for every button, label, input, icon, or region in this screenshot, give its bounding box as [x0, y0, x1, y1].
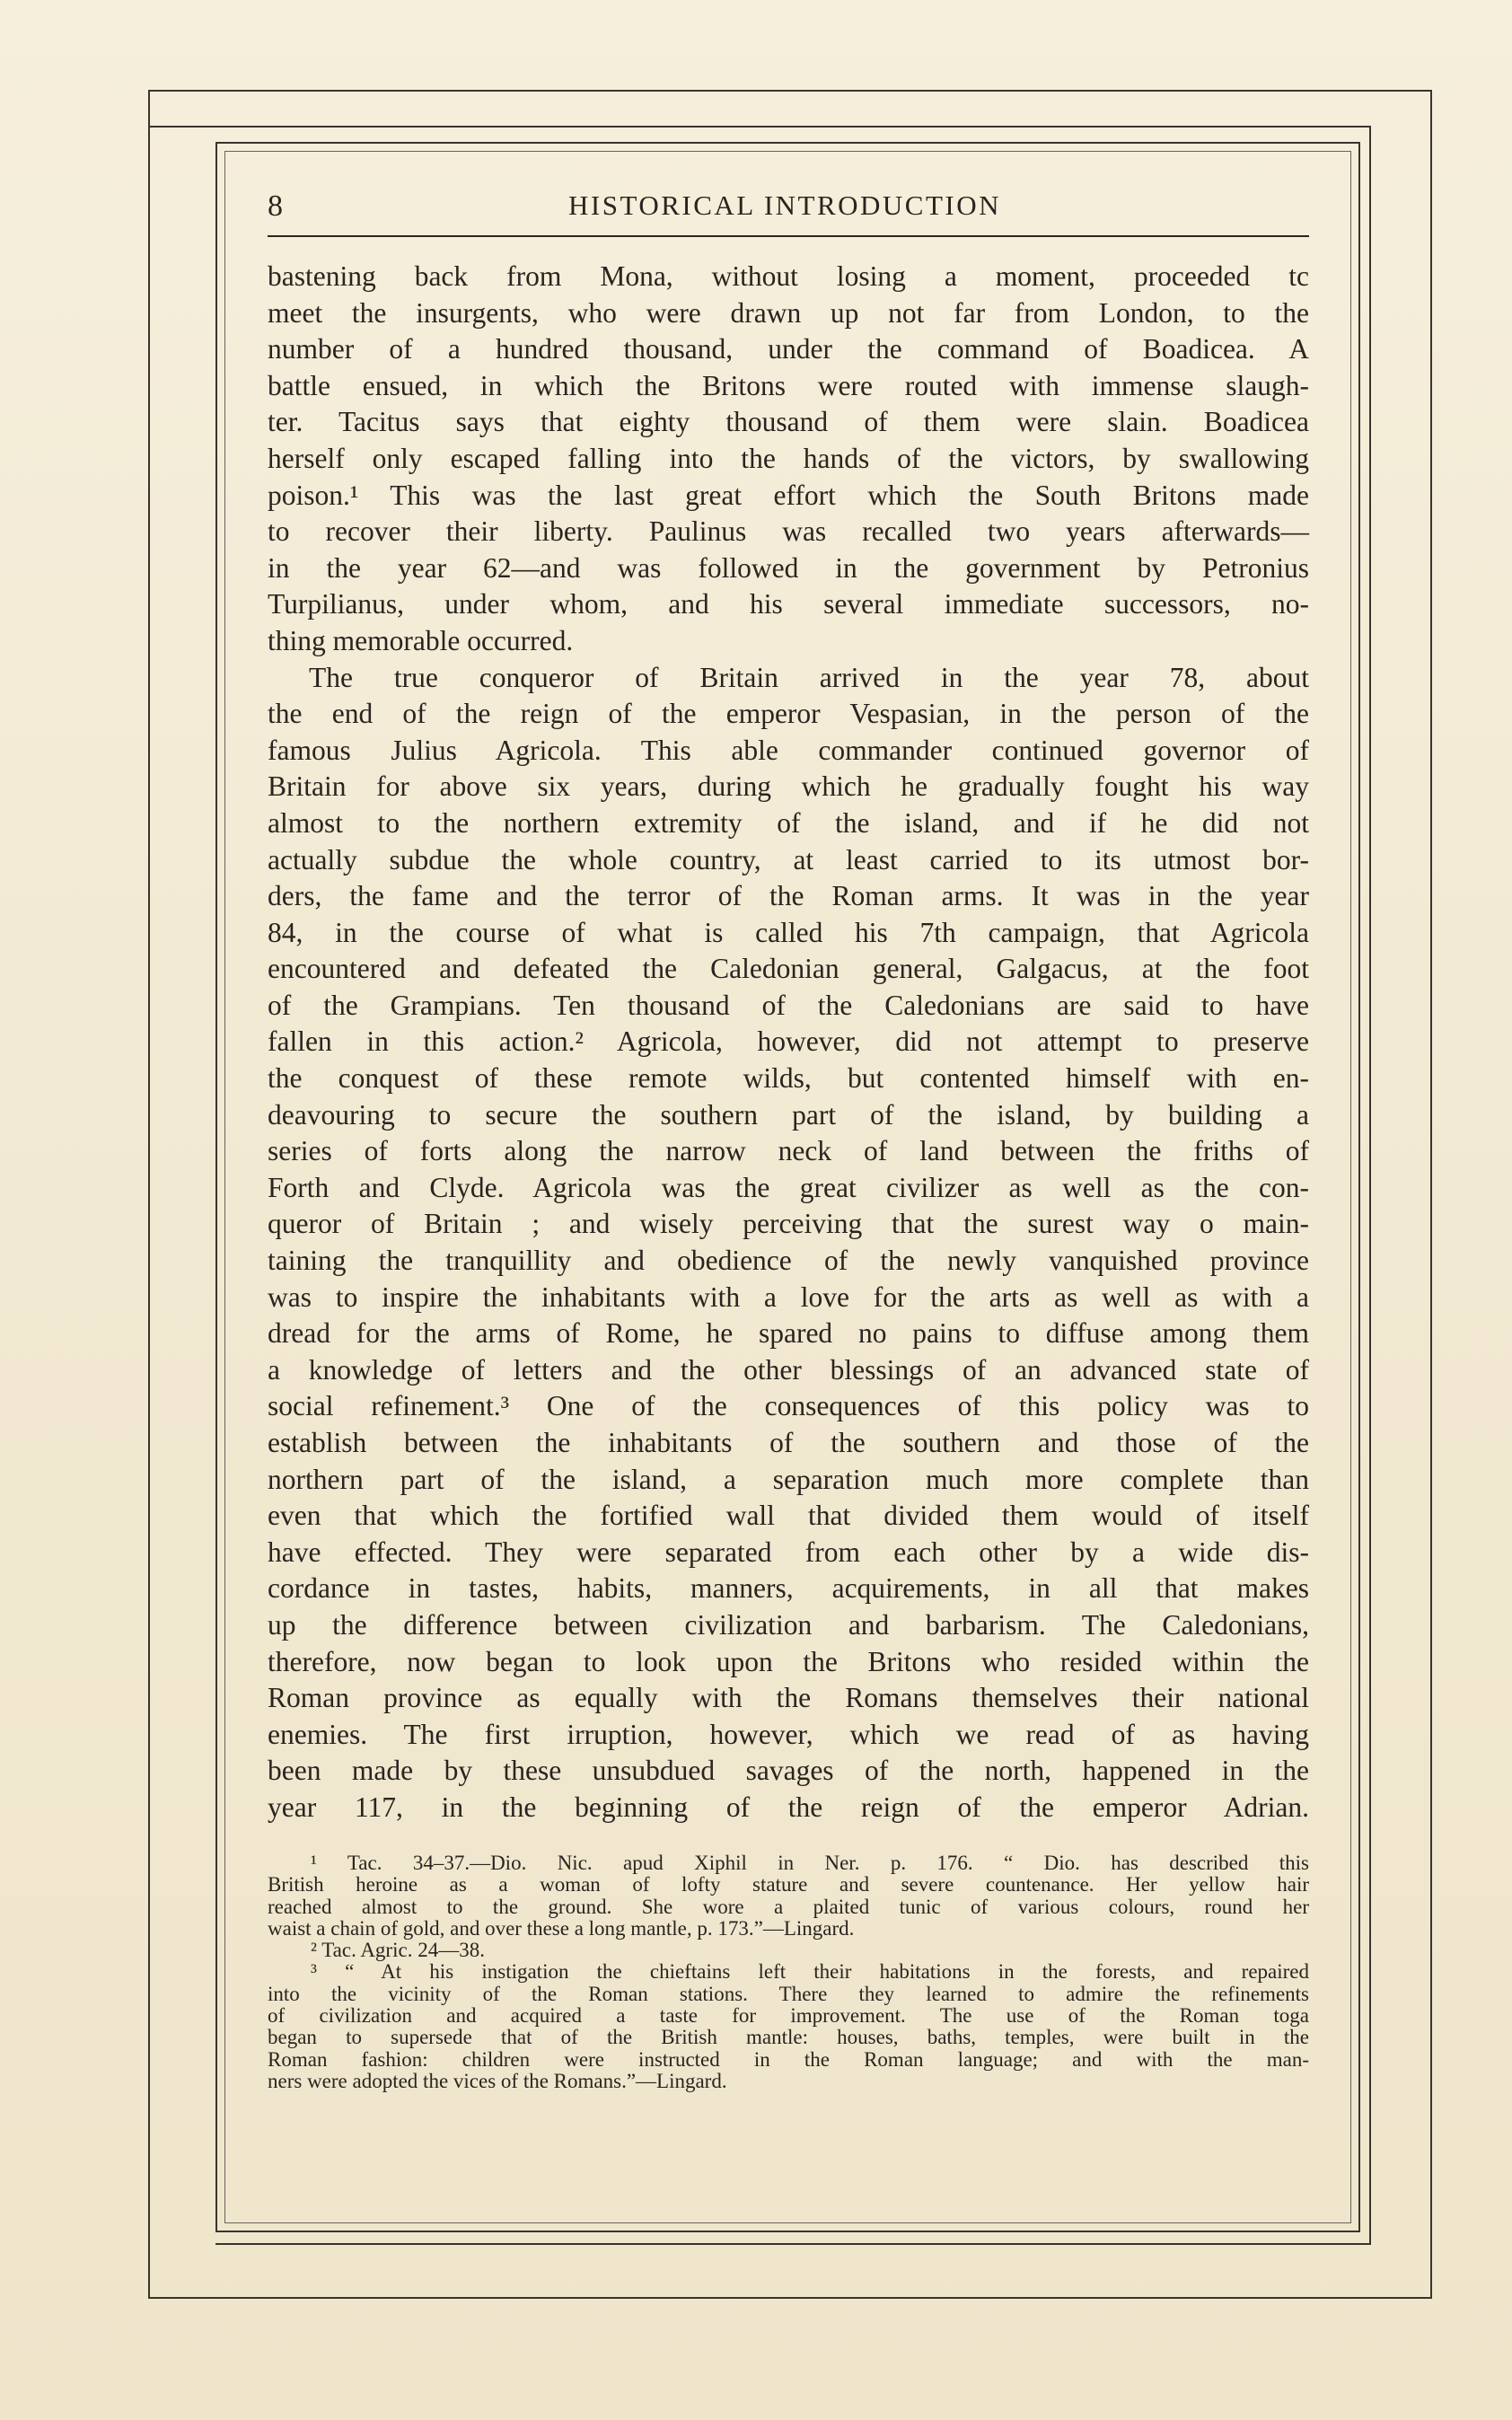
- text-line: the conquest of these remote wilds, but contented himself with en-: [268, 1062, 1309, 1095]
- text-line: Roman province as equally with the Romans themselves their national: [268, 1682, 1309, 1714]
- footnotes: [268, 1852, 1309, 2092]
- footnote-line: ² Tac. Agric. 24—38.: [311, 1939, 485, 1962]
- text-line: series of forts along the narrow neck of land between the friths of: [268, 1135, 1309, 1167]
- text-line: queror of Britain ; and wisely perceiving that the surest way o main-: [268, 1208, 1309, 1240]
- page-number: 8: [268, 189, 284, 223]
- text-line: bastening back from Mona, without losing a moment, proceeded tc: [268, 260, 1309, 292]
- footnote-line: ¹ Tac. 34–37.—Dio. Nic. apud Xiphil in Ner. p. 176. “ Dio. has described this: [311, 1852, 1309, 1874]
- text-line: establish between the inhabitants of the southern and those of the: [268, 1427, 1309, 1458]
- text-line: northern part of the island, a separation much more complete than: [268, 1463, 1309, 1495]
- text-line: have effected. They were separated from each other by a wide dis-: [268, 1536, 1309, 1568]
- text-line: therefore, now began to look upon the Britons who resided within the: [268, 1645, 1309, 1677]
- body-text: [268, 259, 1309, 1826]
- frame-rule: [148, 126, 1369, 128]
- footnote-line: British heroine as a woman of lofty stature and severe countenance. Her yellow hair: [268, 1873, 1309, 1896]
- text-line: of the Grampians. Ten thousand of the Caledonians are said to have: [268, 989, 1309, 1021]
- footnote-line: waist a chain of gold, and over these a long mantle, p. 173.”—Lingard.: [268, 1916, 855, 1940]
- text-line: even that which the fortified wall that divided them would of itself: [268, 1500, 1309, 1532]
- text-line: been made by these unsubdued savages of the north, happened in the: [268, 1755, 1309, 1787]
- text-line: 84, in the course of what is called his 7th campaign, that Agricola: [268, 916, 1309, 948]
- footnote-line: Roman fashion: children were instructed in the Roman language; and with the man-: [268, 2047, 1309, 2071]
- text-line: ders, the fame and the terror of the Roman arms. It was in the year: [268, 880, 1309, 912]
- text-line: famous Julius Agricola. This able commander continued governor of: [268, 734, 1309, 766]
- footnote-line: ³ “ At his instigation the chieftains left their habitations in the forests, and repaired: [311, 1960, 1309, 1984]
- text-line: ter. Tacitus says that eighty thousand of them were slain. Boadicea: [268, 406, 1309, 438]
- text-line: to recover their liberty. Paulinus was recalled two years afterwards—: [268, 515, 1309, 548]
- text-line: number of a hundred thousand, under the command of Boadicea. A: [268, 333, 1309, 365]
- text-line: poison.¹ This was the last great effort which the South Britons made: [268, 479, 1309, 511]
- frame-rule: [1369, 126, 1371, 2245]
- text-line: The true conqueror of Britain arrived in the year 78, about: [309, 661, 1309, 693]
- text-line: dread for the arms of Rome, he spared no pains to diffuse among them: [268, 1317, 1309, 1350]
- header-rule: [268, 235, 1309, 237]
- text-line: Forth and Clyde. Agricola was the great civilizer as well as the con-: [268, 1171, 1309, 1203]
- text-line: social refinement.³ One of the consequences of this policy was to: [268, 1390, 1309, 1422]
- text-line: fallen in this action.² Agricola, however, did not attempt to preserve: [268, 1025, 1309, 1058]
- page-header: [268, 184, 1309, 229]
- frame-rule: [215, 2243, 1369, 2245]
- footnote-line: reached almost to the ground. She wore a plaited tunic of various colours, round her: [268, 1895, 1309, 1918]
- footnote-line: into the vicinity of the Roman stations. There they learned to admire the refinements: [268, 1982, 1309, 2005]
- text-line: up the difference between civilization and barbarism. The Caledonians,: [268, 1608, 1309, 1641]
- text-line: battle ensued, in which the Britons were routed with immense slaugh-: [268, 369, 1309, 401]
- text-line: the end of the reign of the emperor Vespasian, in the person of the: [268, 698, 1309, 730]
- text-line: almost to the northern extremity of the island, and if he did not: [268, 806, 1309, 839]
- text-line: was to inspire the inhabitants with a love for the arts as well as with a: [268, 1280, 1309, 1313]
- footnote-line: began to supersede that of the British mantle: houses, baths, temples, were built in the: [268, 2026, 1309, 2049]
- text-line: cordance in tastes, habits, manners, acquirements, in all that makes: [268, 1572, 1309, 1605]
- footnote-line: of civilization and acquired a taste for improvement. The use of the Roman toga: [268, 2004, 1309, 2028]
- text-line: year 117, in the beginning of the reign of the emperor Adrian.: [268, 1791, 1309, 1823]
- text-line: deavouring to secure the southern part of the island, by building a: [268, 1098, 1309, 1131]
- text-line: herself only escaped falling into the hands of the victors, by swallowing: [268, 442, 1309, 474]
- text-line: Britain for above six years, during which he gradually fought his way: [268, 770, 1309, 803]
- text-line: taining the tranquillity and obedience of the newly vanquished province: [268, 1245, 1309, 1277]
- text-line: thing memorable occurred.: [268, 624, 574, 656]
- text-line: actually subdue the whole country, at least carried to its utmost bor-: [268, 843, 1309, 876]
- text-line: in the year 62—and was followed in the government by Petronius: [268, 551, 1309, 584]
- text-line: a knowledge of letters and the other blessings of an advanced state of: [268, 1353, 1309, 1386]
- text-line: encountered and defeated the Caledonian general, Galgacus, at the foot: [268, 953, 1309, 985]
- running-head: HISTORICAL INTRODUCTION: [568, 189, 1002, 221]
- text-line: enemies. The first irruption, however, which we read of as having: [268, 1718, 1309, 1750]
- text-line: meet the insurgents, who were drawn up not far from London, to the: [268, 296, 1309, 329]
- text-line: Turpilianus, under whom, and his several immediate successors, no-: [268, 588, 1309, 620]
- footnote-line: ners were adopted the vices of the Romans.”—Lingard.: [268, 2069, 727, 2092]
